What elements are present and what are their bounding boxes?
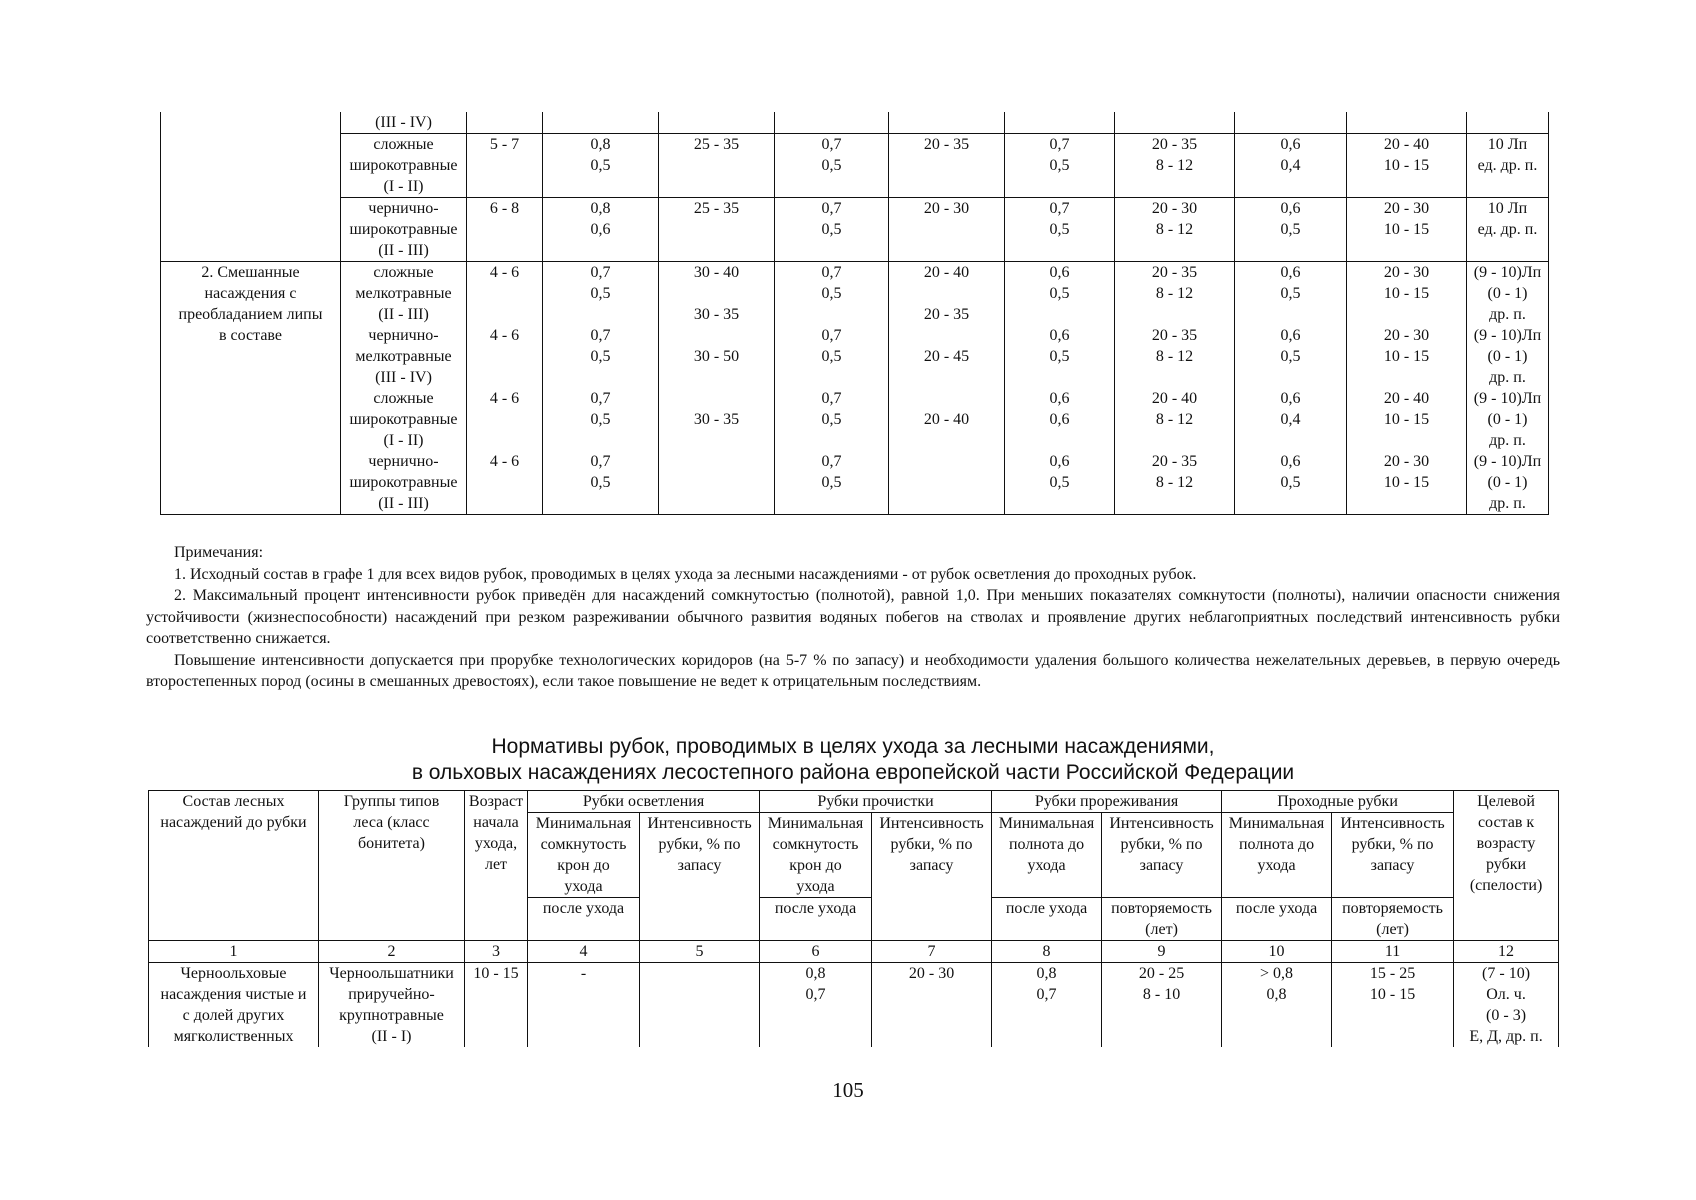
t2-num-12: 12 [1454,941,1559,963]
t1-cell-c3: 4 - 6 [467,388,543,451]
t1-cell-c12: (9 - 10)Лп (0 - 1) др. п. [1467,451,1549,515]
t2-num-10: 10 [1222,941,1332,963]
t2-h-after-2: после ухода [760,898,872,941]
note-1: 1. Исходный состав в графе 1 для всех видов рубок, проводимых в целях ухода за лесными насаждениями - от рубок осветления до проходных рубок. [174,565,1197,583]
t1-cell-c2: сложные мелкотравные (II - III) [341,262,467,326]
t1-row [161,112,1549,134]
t1-cell-c4: 0,8 0,6 [543,198,659,262]
t1-cell-c9: 20 - 30 8 - 12 [1115,198,1235,262]
t2-num-11: 11 [1332,941,1454,963]
t2-h-repeat-2: повторяемость (лет) [1332,898,1454,941]
t1-cell-c7: 20 - 40 [889,388,1005,451]
t2-h-intensity-3: Интенсивность рубки, % по запасу [1102,813,1222,898]
t1-cell-c3: 4 - 6 [467,325,543,388]
t1-cell-c9: 20 - 35 8 - 12 [1115,325,1235,388]
t2-h-group3: Рубки прореживания [992,791,1222,813]
t2-num-4: 4 [528,941,640,963]
t2-h-intensity-2: Интенсивность рубки, % по запасу [872,813,992,941]
t1-cell-c5: 30 - 40 30 - 35 [659,262,775,326]
t1-cell-c10: 0,6 0,5 [1235,325,1347,388]
t2-d-c4: - [528,963,640,1048]
t1-cell-c11: 20 - 40 10 - 15 [1347,388,1467,451]
t2-h-min-density-1: Минимальная полнота до ухода [992,813,1102,898]
t1-cell-c2: сложные широкотравные (I - II) [341,134,467,198]
t2-h-min-crown-1: Минимальная сомкнутость крон до ухода [528,813,640,898]
t1-cell-c6: 0,7 0,5 [775,262,889,326]
t1-cell-c10 [1235,112,1347,134]
t1-cell-c5 [659,112,775,134]
t1-cell-c12: 10 Лп ед. др. п. [1467,134,1549,198]
t2-d-c5 [640,963,760,1048]
t2-d-c10: > 0,8 0,8 [1222,963,1332,1048]
t1-cell-c2: чернично- широкотравные (II - III) [341,198,467,262]
notes [146,542,1560,693]
t1-cell-c10: 0,6 0,5 [1235,198,1347,262]
t2-d-c6: 0,8 0,7 [760,963,872,1048]
t1-cell-c12: 10 Лп ед. др. п. [1467,198,1549,262]
t1-cell-c3: 4 - 6 [467,451,543,515]
t1-cell-c11 [1347,112,1467,134]
t1-cell-c7 [889,112,1005,134]
t1-cell-c8: 0,7 0,5 [1005,198,1115,262]
t1-cell-c9 [1115,112,1235,134]
t1-cell-c6: 0,7 0,5 [775,451,889,515]
t2-d-c3: 10 - 15 [465,963,528,1048]
t2-h-col1: Состав лесных насаждений до рубки [149,791,319,941]
t1-row [161,388,1549,451]
t1-cell-c2: чернично- широкотравные (II - III) [341,451,467,515]
forest-care-table-continued [160,112,1549,515]
t1-cell-c2: (III - IV) [341,112,467,134]
t1-cell-c8 [1005,112,1115,134]
note-3: Повышение интенсивности допускается при прорубке технологических коридоров (на 5-7 % по запасу) и необходимости удаления большого количества нежелательных деревьев, в первую очередь второстепенных пород (осины в смешанных древостоях), если такое повышение не ведет к отрицательным последствиям. [146,651,1560,690]
t1-cell-c4: 0,7 0,5 [543,325,659,388]
page-number: 105 [832,1078,864,1102]
t1-cell-c5: 25 - 35 [659,134,775,198]
t2-h-after-4: после ухода [1222,898,1332,941]
t2-h-group4: Проходные рубки [1222,791,1454,813]
t2-h-group1: Рубки осветления [528,791,760,813]
t2-num-9: 9 [1102,941,1222,963]
t1-cell-c12 [1467,112,1549,134]
t1-cell-c5 [659,451,775,515]
t1-cell-c9: 20 - 35 8 - 12 [1115,262,1235,326]
t2-h-group2: Рубки прочистки [760,791,992,813]
t2-data-row [149,963,1559,1048]
t1-cell-c8: 0,6 0,5 [1005,325,1115,388]
t1-cell-c11: 20 - 30 10 - 15 [1347,262,1467,326]
t1-cell-c3: 6 - 8 [467,198,543,262]
t2-num-1: 1 [149,941,319,963]
t2-h-repeat-1: повторяемость (лет) [1102,898,1222,941]
t1-cell-c1 [161,112,341,134]
t1-cell-c11: 20 - 30 10 - 15 [1347,198,1467,262]
t1-cell-c5: 30 - 35 [659,388,775,451]
t2-num-7: 7 [872,941,992,963]
t1-cell-c1: 2. Смешанные насаждения с преобладанием липы в составе [161,262,341,515]
t2-num-2: 2 [319,941,465,963]
t2-header-row-1 [149,791,1559,813]
t2-h-col3: Возраст начала ухода, лет [465,791,528,941]
t1-cell-c5: 25 - 35 [659,198,775,262]
notes-heading: Примечания: [174,544,264,561]
t2-num-8: 8 [992,941,1102,963]
t1-cell-c3: 4 - 6 [467,262,543,326]
t1-cell-c4 [543,112,659,134]
t1-cell-c12: (9 - 10)Лп (0 - 1) др. п. [1467,262,1549,326]
t1-cell-c9: 20 - 35 8 - 12 [1115,134,1235,198]
t1-cell-c10: 0,6 0,4 [1235,134,1347,198]
note-2: 2. Максимальный процент интенсивности рубок приведён для насаждений сомкнутостью (полнотой), равной 1,0. При меньших показателях сомкнутости (полноты), наличии опасности снижения устойчивости (жизнеспособности) насаждений при резком разреживании обычного развития водяных побегов на стволах и проявление других неблагоприятных последствий интенсивность рубки соответственно снижается. [146,587,1560,647]
t1-cell-c11: 20 - 30 10 - 15 [1347,451,1467,515]
t2-h-after-1: после ухода [528,898,640,941]
t2-d-c8: 0,8 0,7 [992,963,1102,1048]
t1-cell-c7: 20 - 35 [889,134,1005,198]
t2-d-c11: 15 - 25 10 - 15 [1332,963,1454,1048]
t1-row [161,134,1549,198]
t1-cell-c6: 0,7 0,5 [775,388,889,451]
table-title [146,734,1560,786]
t1-cell-c7 [889,451,1005,515]
t1-cell-c8: 0,6 0,6 [1005,388,1115,451]
t1-cell-c8: 0,7 0,5 [1005,134,1115,198]
t2-h-intensity-1: Интенсивность рубки, % по запасу [640,813,760,941]
t1-cell-c8: 0,6 0,5 [1005,262,1115,326]
t2-number-row [149,941,1559,963]
t1-cell-c4: 0,8 0,5 [543,134,659,198]
table-title-line-2: в ольховых насаждениях лесостепного района европейской части Российской Федерации [411,761,1295,784]
t1-cell-c10: 0,6 0,5 [1235,451,1347,515]
t1-row [161,198,1549,262]
t2-num-5: 5 [640,941,760,963]
t1-cell-c3 [467,112,543,134]
t1-cell-c8: 0,6 0,5 [1005,451,1115,515]
t2-d-c12: (7 - 10) Ол. ч. (0 - 3) Е, Д, др. п. [1454,963,1559,1048]
alder-care-table [148,790,1559,1047]
t2-d-c1: Черноольховые насаждения чистые и с долей других мягколиственных [149,963,319,1048]
t1-cell-c4: 0,7 0,5 [543,451,659,515]
t1-cell-c6 [775,112,889,134]
t2-num-3: 3 [465,941,528,963]
t2-h-min-crown-2: Минимальная сомкнутость крон до ухода [760,813,872,898]
t1-cell-c6: 0,7 0,5 [775,134,889,198]
t1-row [161,451,1549,515]
t1-cell-c11: 20 - 40 10 - 15 [1347,134,1467,198]
t1-cell-c3: 5 - 7 [467,134,543,198]
t1-cell-c7: 20 - 40 20 - 35 [889,262,1005,326]
t1-cell-c9: 20 - 35 8 - 12 [1115,451,1235,515]
table-title-line-1: Нормативы рубок, проводимых в целях ухода за лесными насаждениями, [491,735,1215,758]
t1-cell-c10: 0,6 0,5 [1235,262,1347,326]
t1-cell-c6: 0,7 0,5 [775,325,889,388]
t1-cell-c1 [161,134,341,198]
t1-cell-c10: 0,6 0,4 [1235,388,1347,451]
t2-d-c7: 20 - 30 [872,963,992,1048]
t1-cell-c5: 30 - 50 [659,325,775,388]
t2-h-col2: Группы типов леса (класс бонитета) [319,791,465,941]
t1-cell-c12: (9 - 10)Лп (0 - 1) др. п. [1467,325,1549,388]
t1-cell-c11: 20 - 30 10 - 15 [1347,325,1467,388]
t1-row [161,325,1549,388]
t1-cell-c2: сложные широкотравные (I - II) [341,388,467,451]
t1-cell-c2: чернично- мелкотравные (III - IV) [341,325,467,388]
t1-cell-c4: 0,7 0,5 [543,388,659,451]
t1-cell-c4: 0,7 0,5 [543,262,659,326]
t2-h-after-3: после ухода [992,898,1102,941]
t2-h-col12: Целевой состав к возрасту рубки (спелости) [1454,791,1559,941]
t1-cell-c9: 20 - 40 8 - 12 [1115,388,1235,451]
t2-d-c2: Черноольшатники приручейно- крупнотравные (II - I) [319,963,465,1048]
t2-h-intensity-4: Интенсивность рубки, % по запасу [1332,813,1454,898]
t2-num-6: 6 [760,941,872,963]
t1-cell-c6: 0,7 0,5 [775,198,889,262]
t1-cell-c7: 20 - 45 [889,325,1005,388]
t1-cell-c1 [161,198,341,262]
t1-cell-c7: 20 - 30 [889,198,1005,262]
t1-cell-c12: (9 - 10)Лп (0 - 1) др. п. [1467,388,1549,451]
t1-row [161,262,1549,326]
t2-h-min-density-2: Минимальная полнота до ухода [1222,813,1332,898]
t2-d-c9: 20 - 25 8 - 10 [1102,963,1222,1048]
